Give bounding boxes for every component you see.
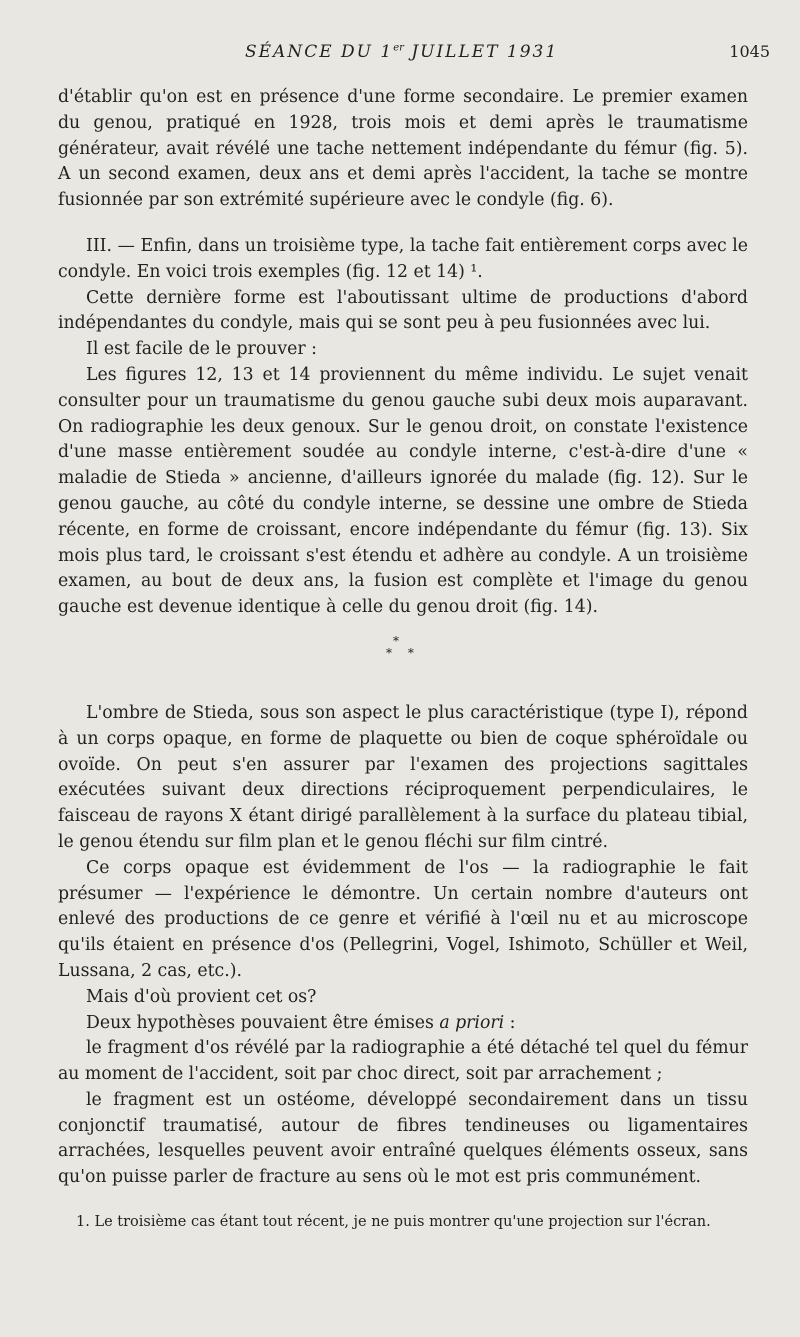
section-separator [58,629,748,689]
paragraph-hypotheses: Deux hypothèses pouvaient être émises a priori : [86,1012,516,1033]
paragraph: Cette dernière forme est l'aboutissant ultime de productions d'abord indépendantes du condyle, mais qui se sont peu à peu fusionnées avec lui. [58,287,748,334]
paragraph: le fragment d'os révélé par la radiographie a été détaché tel quel du fémur au moment de l'accident, soit par choc direct, soit par arrachement ; [58,1038,748,1085]
separator-star-top: * [393,633,399,648]
paragraph: Ce corps opaque est évidemment de l'os — la radiographie le fait présumer — l'expérience le démontre. Un certain nombre d'auteurs ont enlevé des productions de ce genre et vérifié à l'œil nu et au microscope qu'ils étaient en présence d'os (Pellegrini, Vogel, Ishimoto, Schüller et Weil, Lussana, 2 cas, etc.). [58,857,748,981]
paragraph: le fragment est un ostéome, développé secondairement dans un tissu conjonctif traumatisé, autour de fibres tendineuses ou ligamentaires arrachées, lesquelles peuvent avoir entraîné quelques éléments osseux, sans qu'on puisse parler de fracture au sens où le mot est pris communément. [58,1089,748,1188]
running-header [0,42,800,64]
paragraph: Il est facile de le prouver : [86,339,317,360]
paragraph: L'ombre de Stieda, sous son aspect le plus caractéristique (type I), répond à un corps opaque, en forme de plaquette ou bien de coque sphéroïdale ou ovoïde. On peut s'en assurer par l'examen des projections sagittales exécutées suivant deux directions réciproquement perpendiculaires, le faisceau de rayons X étant dirigé parallèlement à la surface du plateau tibial, le genou étendu sur film plan et le genou fléchi sur film cintré. [58,702,748,852]
page-number: 1045 [729,42,770,61]
body-text [58,85,748,1191]
footnote [58,1212,748,1232]
paragraph: Les figures 12, 13 et 14 proviennent du même individu. Le sujet venait consulter pour un traumatisme du genou gauche subi deux mois auparavant. On radiographie les deux genoux. Sur le genou droit, on constate l'existence d'une masse entièrement soudée au condyle interne, c'est-à-dire d'une « maladie de Stieda » ancienne, d'ailleurs ignorée du malade (fig. 12). Sur le genou gauche, au côté du condyle interne, se dessine une ombre de Stieda récente, en forme de croissant, encore indépendante du fémur (fig. 13). Six mois plus tard, le croissant s'est étendu et adhère au condyle. A un troisième examen, au bout de deux ans, la fusion est complète et l'image du genou gauche est devenue identique à celle du genou droit (fig. 14). [58,364,748,618]
running-title: SÉANCE DU 1er JUILLET 1931 [245,42,559,62]
separator-stars-bottom: * * [386,645,420,660]
paragraph: III. — Enfin, dans un troisième type, la tache fait entièrement corps avec le condyle. En voici trois exemples (fig. 12 et 14) ¹. [58,235,748,282]
footnote-text: 1. Le troisième cas étant tout récent, je ne puis montrer qu'une projection sur l'écran. [76,1214,711,1230]
paragraph: d'établir qu'on est en présence d'une forme secondaire. Le premier examen du genou, pratiqué en 1928, trois mois et demi après le traumatisme générateur, avait révélé une tache nettement indépendante du fémur (fig. 5). A un second examen, deux ans et demi après l'accident, la tache se montre fusionnée par son extrémité supérieure avec le condyle (fig. 6). [58,87,748,211]
paragraph: Mais d'où provient cet os? [86,986,317,1007]
